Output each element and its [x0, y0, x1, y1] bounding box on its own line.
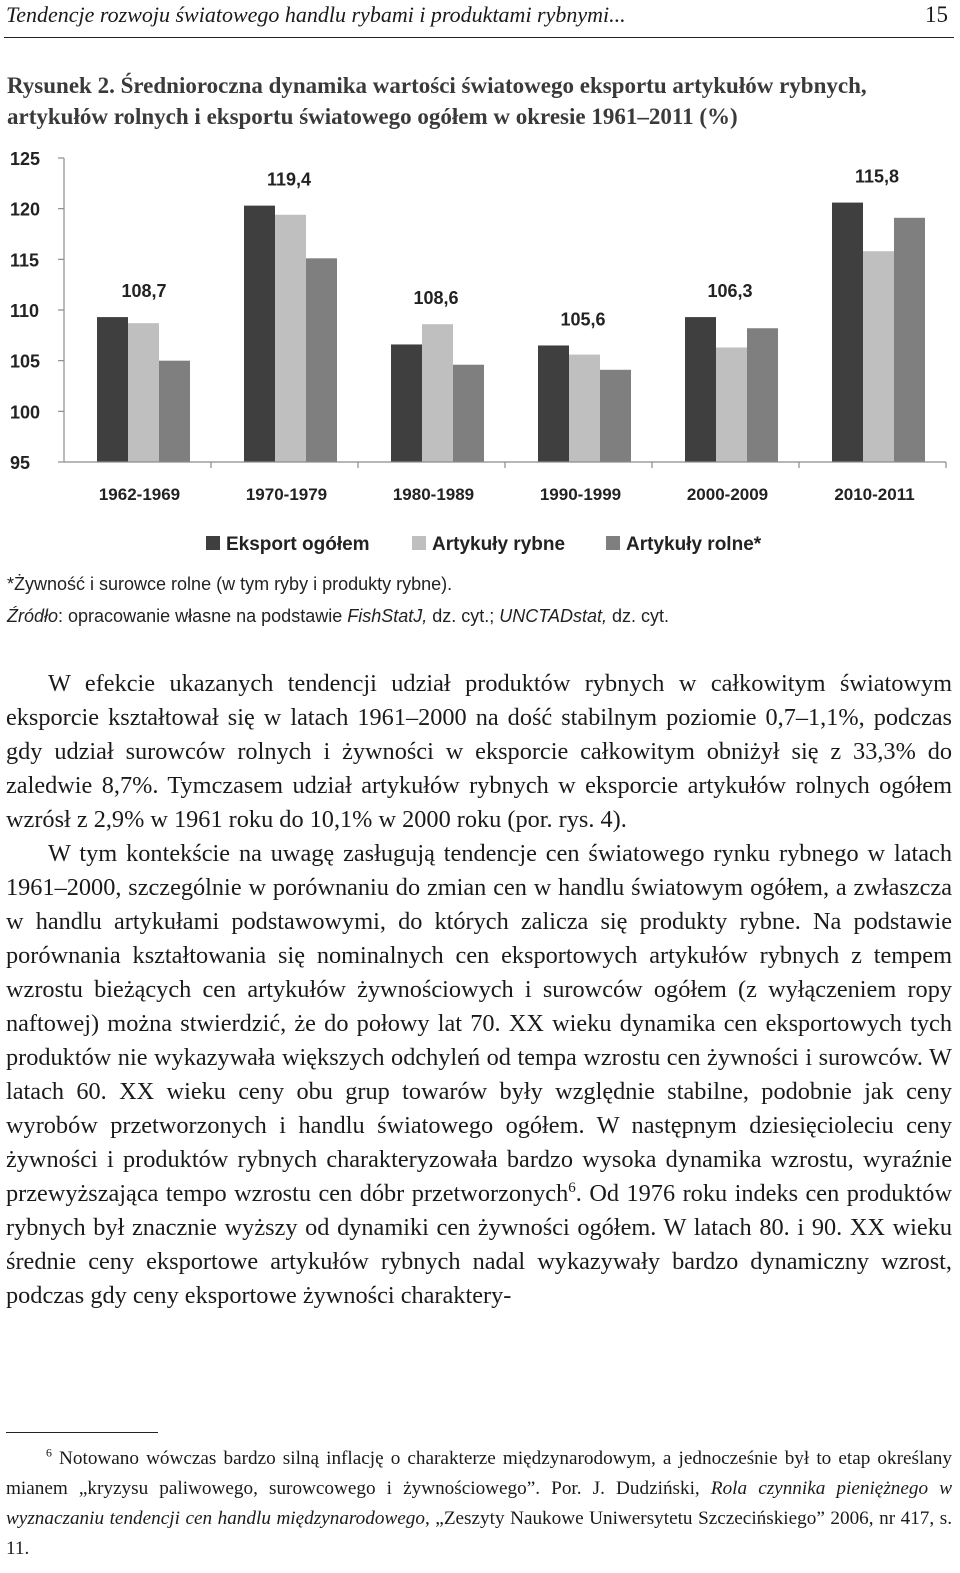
bar [538, 345, 569, 462]
source-label: Źródło [7, 606, 59, 626]
y-tick-label: 120 [10, 199, 41, 220]
bar [391, 344, 422, 462]
bar-chart [0, 140, 960, 570]
y-axis [10, 149, 64, 473]
bar [306, 258, 337, 462]
source-ref-unctadstat: UNCTADstat, [499, 606, 607, 626]
figure-caption-line-2: artykułów rolnych i eksportu światowego ogółem w okresie 1961–2011 (%) [7, 104, 738, 129]
footnote-title: Rola czynnika pieniężnego w wyznaczaniu tendencji cen handlu międzynarodowego [6, 1478, 952, 1529]
figure-caption-line-1: Rysunek 2. Średnioroczna dynamika wartości światowego eksportu artykułów rybnych, [7, 73, 867, 98]
footnote-reference[interactable]: 6 [568, 1179, 576, 1196]
bar [685, 317, 716, 462]
source-end: dz. cyt. [606, 606, 669, 626]
legend-label: Artykuły rolne* [626, 534, 762, 555]
y-tick-label: 100 [10, 402, 41, 423]
source-text: : opracowanie własne na podstawie [58, 606, 348, 626]
x-tick-label: 2010-2011 [834, 485, 915, 504]
bar [422, 324, 453, 462]
bar [863, 251, 894, 462]
source-ref-fishstatj: FishStatJ, [347, 606, 428, 626]
data-labels [121, 167, 899, 330]
bar [97, 317, 128, 462]
bar [453, 365, 484, 462]
source-mid: dz. cyt.; [427, 606, 500, 626]
y-tick-label: 115 [10, 250, 40, 271]
footnote-divider [6, 1432, 158, 1433]
paragraph-1: W efekcie ukazanych tendencji udział produktów rybnych w całkowitym światowym eksporcie kształtował się w latach 1961–2000 na dość stabilnym poziomie 0,7–1,1%, podczas gdy udział surowców rolnych i żywności w eksporcie całkowitym obniżył się z 33,3% do zaledwie 8,7%. Tymczasem udział artykułów rybnych w eksporcie artykułów rolnych ogółem wzrósł z 2,9% w 1961 roku do 10,1% w 2000 roku (por. rys. 4). [6, 670, 952, 833]
x-axis [64, 462, 946, 504]
legend-label: Artykuły rybne [432, 534, 566, 555]
data-label: 106,3 [707, 281, 753, 302]
y-tick-label: 95 [10, 453, 31, 473]
x-tick-label: 2000-2009 [686, 485, 769, 504]
x-tick-label: 1990-1999 [539, 485, 622, 504]
chart-note: *Żywność i surowce rolne (w tym ryby i produkty rybne). [7, 574, 453, 594]
bars [97, 203, 925, 462]
footnote-text-b: , „Zeszyty Naukowe Uniwersytetu Szczecińskiego” 2006, nr 417, s. 11. [6, 1508, 952, 1559]
paragraph-2-part-b: . Od 1976 roku indeks cen produktów rybnych był znacznie wyższy od dynamiki cen żywności ogółem. W latach 80. i 90. XX wieku średnie ceny eksportowe artykułów rybnych nadal wykazywały bardzo dynamiczny wzrost, podczas gdy ceny eksportowe żywności charaktery- [6, 1180, 953, 1309]
x-tick-label: 1980-1989 [392, 485, 475, 504]
legend-swatch [206, 536, 220, 550]
bar [832, 203, 863, 462]
running-header [6, 2, 954, 32]
figure-caption [7, 70, 952, 132]
data-label: 115,8 [854, 166, 900, 187]
footnote-number: 6 [46, 1445, 52, 1460]
x-tick-label: 1962-1969 [98, 485, 181, 504]
data-label: 119,4 [266, 169, 312, 190]
y-tick-label: 105 [10, 351, 41, 372]
legend-swatch [412, 536, 426, 550]
chart-legend [206, 534, 762, 555]
page-number: 15 [925, 2, 948, 27]
y-tick-label: 110 [10, 301, 40, 321]
bar [894, 218, 925, 462]
legend-label: Eksport ogółem [226, 534, 370, 555]
data-label: 108,6 [413, 288, 459, 309]
data-label: 105,6 [560, 309, 606, 330]
header-divider [4, 37, 954, 38]
bar [569, 355, 600, 462]
paragraph-2 [6, 837, 952, 1313]
bar [159, 361, 190, 462]
y-tick-label: 125 [10, 149, 41, 169]
bar [275, 215, 306, 462]
x-tick-label: 1970-1979 [245, 485, 328, 504]
bar [600, 370, 631, 462]
chart-source [7, 606, 669, 627]
bar [716, 347, 747, 462]
legend-swatch [606, 536, 620, 550]
paragraph-2-part-a: W tym kontekście na uwagę zasługują tendencje cen światowego rynku rybnego w latach 1961–2000, szczególnie w porównaniu do zmian cen w handlu światowym ogółem, a zwłaszcza w handlu artykułami podstawowymi, do których zalicza się produkty rybne. Na podstawie porównania kształtowania się nominalnych cen eksportowych artykułów rybnych z tempem wzrostu bieżących cen artykułów żywnościowych i surowców ogółem (z wyłączeniem ropy naftowej) można stwierdzić, że do połowy lat 70. XX wieku dynamika cen eksportowych tych produktów nie wykazywała większych odchyleń od tempa wzrostu cen żywności i surowców. W latach 60. XX wieku ceny obu grup towarów były względnie stabilne, podobnie jak ceny wyrobów przetworzonych i handlu światowego ogółem. W następnym dziesięcioleciu ceny żywności i produktów rybnych charakteryzowała bardzo wysoka dynamika wzrostu, wyraźnie przewyższająca tempo wzrostu cen dóbr przetworzonych [6, 840, 952, 1207]
bar [128, 323, 159, 462]
body-text [6, 667, 952, 1313]
footnote-text-a: Notowano wówczas bardzo silną inflację o charakterze międzynarodowym, a jednocześnie był to etap określany mianem „kryzysu paliwowego, surowcowego i żywnościowego”. Por. J. Dudziński, [6, 1448, 952, 1499]
bar [244, 206, 275, 462]
footnote [6, 1444, 952, 1564]
data-label: 108,7 [121, 281, 167, 302]
running-header-title: Tendencje rozwoju światowego handlu rybami i produktami rybnymi... [6, 2, 626, 27]
bar [747, 328, 778, 462]
